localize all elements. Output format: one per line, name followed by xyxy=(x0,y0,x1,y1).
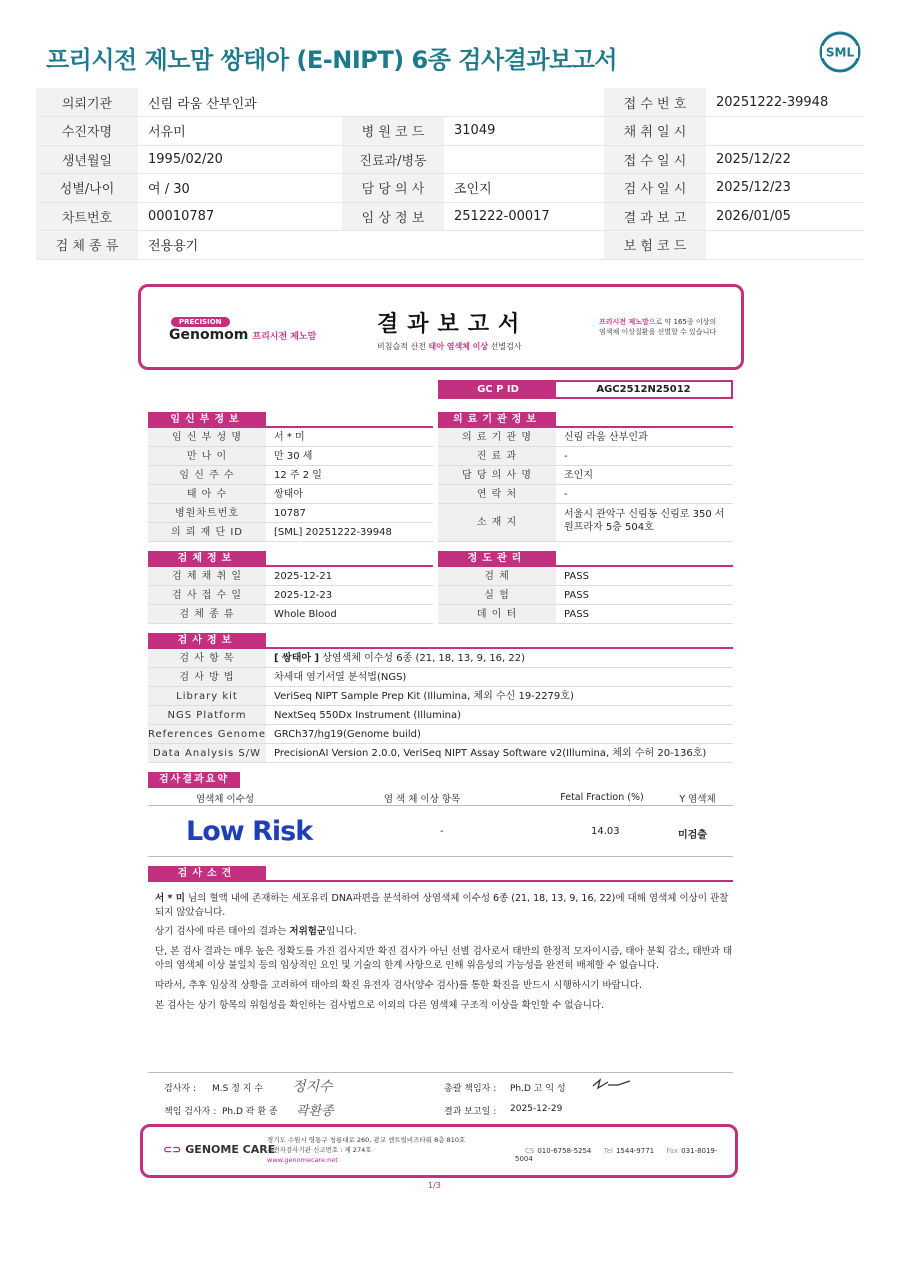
summary-label: 채 취 일 시 xyxy=(604,117,706,146)
report-header xyxy=(138,284,744,370)
info-label: 임 신 주 수 xyxy=(148,466,266,484)
summary-value xyxy=(444,145,604,174)
info-label: 태 아 수 xyxy=(148,485,266,503)
summary-value: 2026/01/05 xyxy=(706,202,864,231)
info-value: NextSeq 550Dx Instrument (Illumina) xyxy=(274,710,462,721)
result-col-aneuploidy: 염색체 이수성 xyxy=(195,793,255,805)
info-row xyxy=(148,523,433,542)
info-label: 검 체 xyxy=(438,567,556,585)
info-value-text: 상염색체 이수성 6종 (21, 18, 13, 9, 16, 22) xyxy=(319,653,526,664)
page-number: 1/3 xyxy=(428,1181,441,1190)
summary-label: 생년월일 xyxy=(36,145,138,174)
summary-value: 20251222-39948 xyxy=(706,88,864,117)
info-row xyxy=(148,706,733,725)
section-patient-header: 임신부정보 xyxy=(148,412,266,428)
summary-label: 병 원 코 드 xyxy=(342,117,444,146)
info-label: 의 료 기 관 명 xyxy=(438,428,556,446)
info-label: 담 당 의 사 명 xyxy=(438,466,556,484)
summary-label: 의뢰기관 xyxy=(36,88,138,117)
section-line xyxy=(148,880,733,882)
brand-sub: 프리시전 제노맘 xyxy=(252,332,317,342)
info-value: 10787 xyxy=(274,508,306,519)
info-row xyxy=(148,687,733,706)
summary-label: 검 사 일 시 xyxy=(604,174,706,203)
info-label: 검 사 방 법 xyxy=(148,668,266,686)
lead-label: 책임 검사자 : xyxy=(164,1107,217,1117)
summary-row xyxy=(36,202,864,231)
summary-row xyxy=(36,117,864,146)
info-value: 서울시 관악구 신림동 신림로 350 서원프라자 5층 504호 xyxy=(564,509,725,533)
section-test-header: 검사정보 xyxy=(148,633,266,649)
info-row xyxy=(438,586,733,605)
summary-label: 수진자명 xyxy=(36,117,138,146)
info-value: PASS xyxy=(564,571,589,582)
genomecare-icon: ⊂⊃ xyxy=(163,1143,182,1156)
summary-row xyxy=(36,145,864,174)
info-row xyxy=(148,466,433,485)
info-value: 조인지 xyxy=(564,470,593,481)
info-value: PrecisionAI Version 2.0.0, VeriSeq NIPT Assay Software v2(Illumina, 체외 수허 20-136호) xyxy=(274,748,707,759)
info-value: - xyxy=(564,489,568,500)
info-value: [SML] 20251222-39948 xyxy=(274,527,392,538)
report-date-label: 결과 보고일 : xyxy=(444,1107,497,1117)
section-result-header: 검사결과요약 xyxy=(148,772,240,788)
finding-p3: 단, 본 검사 결과는 매우 높은 정확도를 가진 검사지만 확진 검사가 아닌 선별 검사로서 태반의 한정적 모자이시즘, 태아 분획 감소, 태반과 태아의 염색체 이상 불일치 등의 임상적인 요인 및 기술의 한계 사항으로 인해 위음성의 가능성을 완전히 배제할 수 없습니다. xyxy=(155,946,733,971)
info-row xyxy=(148,485,433,504)
report-title: 결과보고서 xyxy=(377,312,529,337)
finding-p1: 서 * 미 님의 혈액 내에 존재하는 세포유리 DNA파편을 분석하여 상염색체 이수성 6종 (21, 18, 13, 9, 16, 22)에 대해 염색체 이상이 관찰되지 않았습니다. xyxy=(155,893,729,918)
info-row xyxy=(148,668,733,687)
info-row xyxy=(438,567,733,586)
info-value: GRCh37/hg19(Genome build) xyxy=(274,729,421,740)
info-value: Whole Blood xyxy=(274,609,337,620)
info-row xyxy=(148,447,433,466)
info-value: 만 30 세 xyxy=(274,451,313,462)
info-label: 진 료 과 xyxy=(438,447,556,465)
info-value: 2025-12-23 xyxy=(274,590,333,601)
result-ff: 14.03 xyxy=(591,826,620,837)
summary-value: 31049 xyxy=(444,117,604,146)
summary-value: 신림 라움 산부인과 xyxy=(138,88,604,117)
summary-value: 2025/12/22 xyxy=(706,145,864,174)
lead-signature: 곽환종 xyxy=(296,1104,334,1119)
report-date: 2025-12-29 xyxy=(510,1104,563,1114)
info-row xyxy=(148,504,433,523)
chief-signature-icon xyxy=(590,1076,634,1092)
info-value: VeriSeq NIPT Sample Prep Kit (Illumina, 체외 수신 19-2279호) xyxy=(274,691,574,702)
report-description: 프리시전 제노맘으로 약 165종 이상의 염색체 이상질환을 선별할 수 있습니다 xyxy=(599,318,717,336)
info-value-bold: [ 쌍태아 ] xyxy=(274,653,320,664)
result-col-abnormal: 염 색 체 이상 항목 xyxy=(383,793,461,805)
info-value: 신림 라움 산부인과 xyxy=(564,432,648,443)
tester-label: 검사자 : xyxy=(164,1084,196,1094)
divider xyxy=(148,1072,733,1073)
footer-address: 경기도 수원시 영통구 청룡대로 260, 광교 센트럴비즈타워 8층 810호 유전자검사기관 신고번호 : 제 274호 www.genomecare.net xyxy=(267,1136,466,1164)
page-title: 프리시전 제노맘 쌍태아 (E-NIPT) 6종 검사결과보고서 xyxy=(46,46,618,74)
info-label: 검 사 항 목 xyxy=(148,649,266,667)
sml-logo xyxy=(818,30,862,74)
info-label: 임 신 부 성 명 xyxy=(148,428,266,446)
info-row xyxy=(438,447,733,466)
summary-label: 임 상 정 보 xyxy=(342,202,444,231)
genomecare-logo: ⊂⊃ GENOME CARE xyxy=(163,1143,276,1156)
finding-p5: 본 검사는 상기 항목의 위험성을 확인하는 검사법으로 이외의 다른 염색체 구조적 이상을 확인할 수 없습니다. xyxy=(155,1000,605,1011)
summary-label: 검 체 종 류 xyxy=(36,231,138,260)
summary-value: 1995/02/20 xyxy=(138,145,342,174)
info-value: 서 * 미 xyxy=(274,432,305,443)
info-row xyxy=(148,649,733,668)
info-value: PASS xyxy=(564,609,589,620)
summary-table xyxy=(36,88,864,260)
info-label: 연 락 처 xyxy=(438,485,556,503)
finding-p2: 상기 검사에 따른 태아의 결과는 저위험군입니다. xyxy=(155,926,357,937)
info-label: Library kit xyxy=(148,687,266,705)
summary-label: 보 험 코 드 xyxy=(604,231,706,260)
section-specimen-header: 검체정보 xyxy=(148,551,266,567)
summary-label: 담 당 의 사 xyxy=(342,174,444,203)
sml-logo-text: SML xyxy=(825,45,855,60)
info-value: - xyxy=(564,451,568,462)
info-row xyxy=(148,586,433,605)
brand-name: Genomom xyxy=(169,327,249,343)
info-row xyxy=(148,744,733,763)
info-label: 실 험 xyxy=(438,586,556,604)
footer-box xyxy=(140,1124,738,1178)
summary-row xyxy=(36,88,864,117)
summary-value: 여 / 30 xyxy=(138,174,342,203)
brand-logo xyxy=(169,327,316,343)
info-value: 쌍태아 xyxy=(274,489,303,500)
gcpid-box xyxy=(438,380,733,399)
info-row xyxy=(148,428,433,447)
info-label: 소 재 지 xyxy=(438,504,556,541)
info-value: 12 주 2 일 xyxy=(274,470,322,481)
info-label: 검 사 접 수 일 xyxy=(148,586,266,604)
info-row xyxy=(148,605,433,624)
tester-signature: 정지수 xyxy=(292,1079,333,1095)
gcpid-label: GC P ID xyxy=(440,382,556,397)
summary-value: 251222-00017 xyxy=(444,202,604,231)
result-col-ff: Fetal Fraction (%) xyxy=(560,792,644,803)
info-label: 검 체 종 류 xyxy=(148,605,266,623)
footer-url: www.genomecare.net xyxy=(267,1156,338,1164)
info-row xyxy=(148,725,733,744)
info-label: NGS Platform xyxy=(148,706,266,724)
summary-value xyxy=(706,117,864,146)
tester-name: M.S 정 지 수 xyxy=(212,1084,264,1094)
summary-value: 2025/12/23 xyxy=(706,174,864,203)
info-label: 데 이 터 xyxy=(438,605,556,623)
summary-label: 성별/나이 xyxy=(36,174,138,203)
section-qc-header: 정도관리 xyxy=(438,551,556,567)
summary-label: 접 수 일 시 xyxy=(604,145,706,174)
finding-p4: 따라서, 추후 임상적 상황을 고려하여 태아의 확진 유전자 검사(양수 검사)를 통한 확진을 반드시 시행하시기 바랍니다. xyxy=(155,980,643,991)
info-value: 차세대 염기서열 분석법(NGS) xyxy=(274,672,407,683)
precision-badge: PRECISION xyxy=(171,317,230,327)
info-value: 2025-12-21 xyxy=(274,571,333,582)
gcpid-value: AGC2512N25012 xyxy=(596,384,691,395)
info-row xyxy=(148,567,433,586)
section-findings-header: 검사소견 xyxy=(148,866,266,882)
info-label: Data Analysis S/W xyxy=(148,744,266,762)
chief-name: Ph.D 고 익 성 xyxy=(510,1084,566,1094)
divider xyxy=(148,856,733,857)
summary-label: 차트번호 xyxy=(36,202,138,231)
summary-value: 서유미 xyxy=(138,117,342,146)
info-label: 병원차트번호 xyxy=(148,504,266,522)
summary-label: 진료과/병동 xyxy=(342,145,444,174)
info-row xyxy=(438,466,733,485)
result-abnormal: - xyxy=(440,826,444,837)
info-label: References Genome xyxy=(148,725,266,743)
summary-value: 조인지 xyxy=(444,174,604,203)
info-label: 의 뢰 재 단 ID xyxy=(148,523,266,541)
info-value xyxy=(266,649,733,667)
info-row xyxy=(438,428,733,447)
summary-value xyxy=(706,231,864,260)
footer-contacts: CS 010-6758-5254 Tel 1544-9771 Fax 031-8019-5004 xyxy=(515,1147,718,1163)
chief-label: 총괄 책임자 : xyxy=(444,1084,497,1094)
info-value: PASS xyxy=(564,590,589,601)
summary-value: 00010787 xyxy=(138,202,342,231)
lead-name: Ph.D 곽 환 종 xyxy=(222,1107,278,1117)
info-row xyxy=(438,504,733,542)
summary-row xyxy=(36,231,864,260)
summary-value: 전용용기 xyxy=(138,231,604,260)
result-col-y: Y 염색체 xyxy=(679,793,716,805)
summary-row xyxy=(36,174,864,203)
info-label: 만 나 이 xyxy=(148,447,266,465)
report-subtitle: 비침습적 산전 태아 염색체 이상 선별검사 xyxy=(377,342,522,351)
result-y: 미검출 xyxy=(678,830,707,841)
section-institution-header: 의료기관정보 xyxy=(438,412,556,428)
info-row xyxy=(438,605,733,624)
risk-result: Low Risk xyxy=(186,816,313,847)
result-table-head xyxy=(148,790,733,806)
info-label: 검 체 채 취 일 xyxy=(148,567,266,585)
summary-label: 접 수 번 호 xyxy=(604,88,706,117)
summary-label: 결 과 보 고 xyxy=(604,202,706,231)
info-row xyxy=(438,485,733,504)
